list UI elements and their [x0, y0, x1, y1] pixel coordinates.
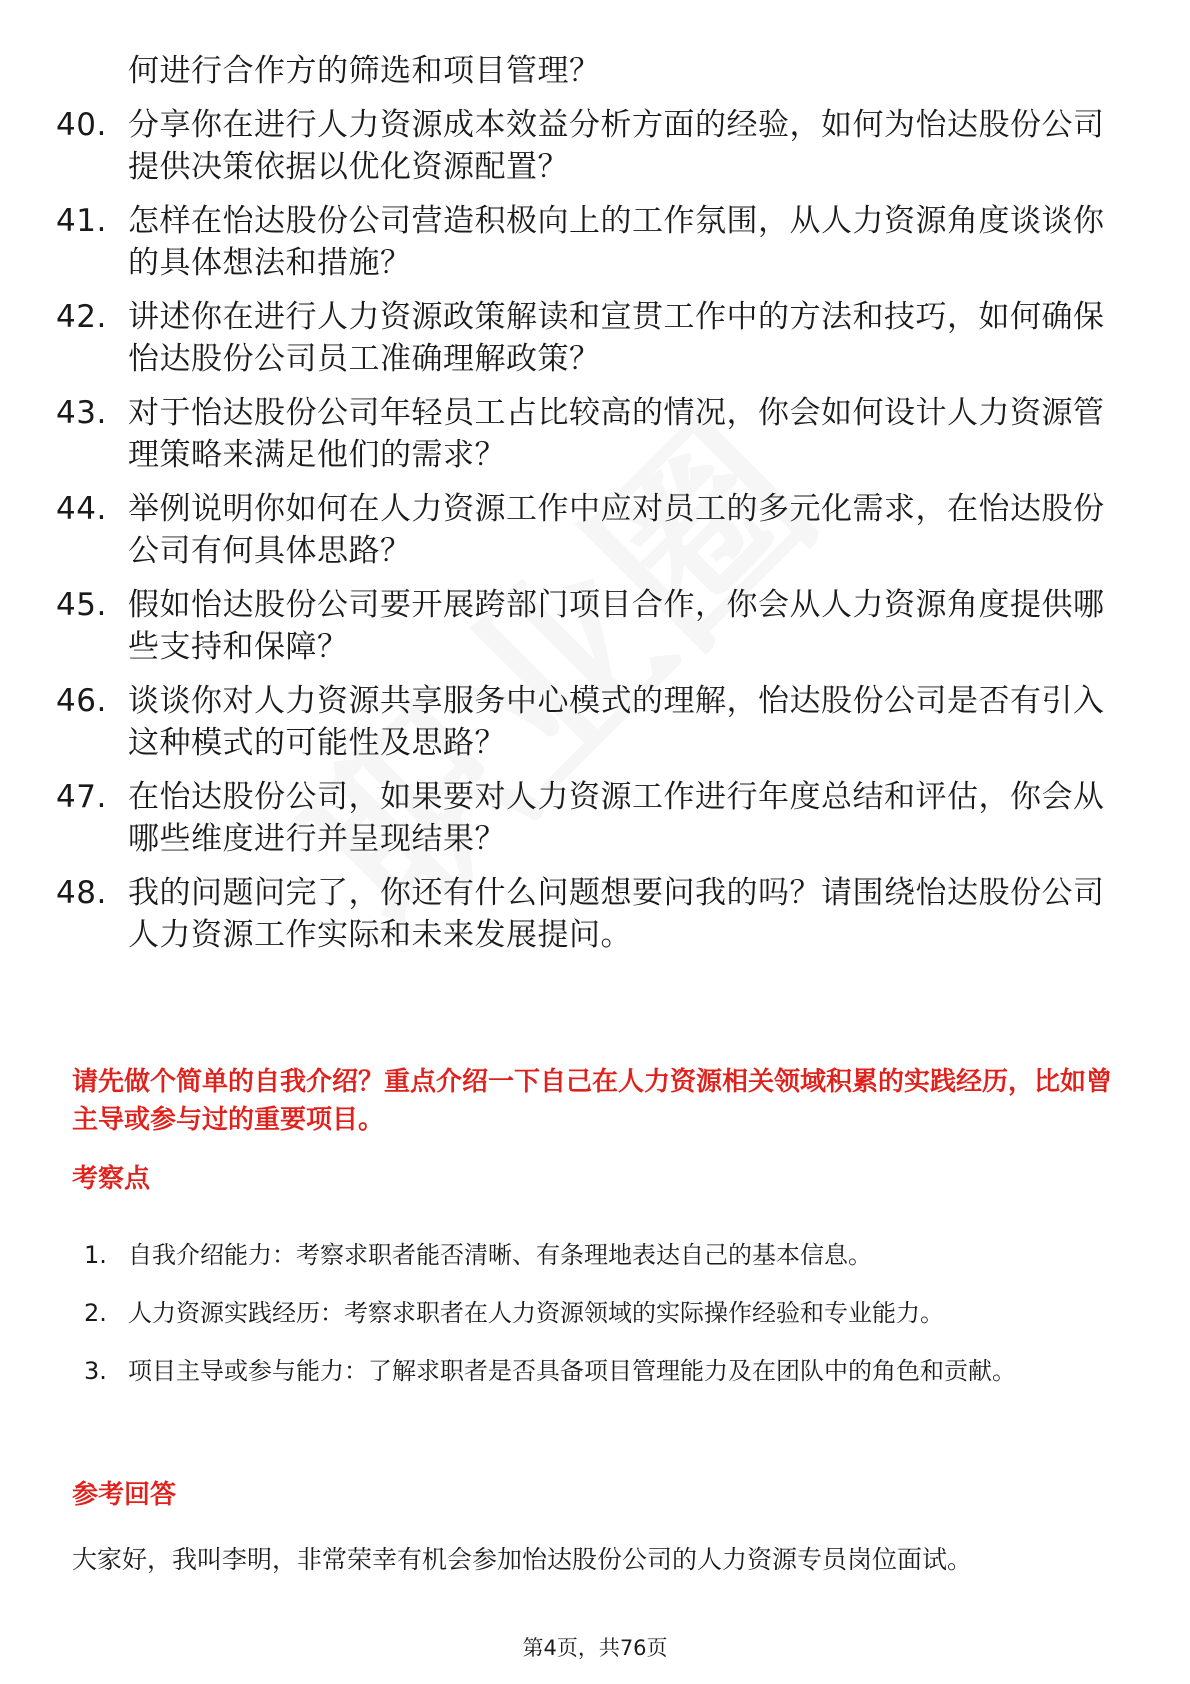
- question-item: [56, 392, 1116, 476]
- question-item: [56, 776, 1116, 860]
- question-item: [56, 488, 1116, 572]
- point-number: 3.: [84, 1357, 107, 1385]
- question-number: 48.: [56, 875, 107, 911]
- question-item: [56, 872, 1116, 956]
- question-continuation: 何进行合作方的筛选和项目管理？: [128, 53, 601, 89]
- point-number: 1.: [84, 1241, 107, 1269]
- question-number: 43.: [56, 395, 107, 431]
- question-text: 对于怡达股份公司年轻员工占比较高的情况，你会如何设计人力资源管理策略来满足他们的需求？: [128, 395, 1105, 473]
- question-number: 42.: [56, 299, 107, 335]
- question-number: 45.: [56, 587, 107, 623]
- question-text: 怎样在怡达股份公司营造积极向上的工作氛围，从人力资源角度谈谈你的具体想法和措施？: [128, 203, 1105, 281]
- question-text: 举例说明你如何在人力资源工作中应对员工的多元化需求，在怡达股份公司有何具体思路？: [128, 491, 1105, 569]
- question-item: [56, 200, 1116, 284]
- question-text: 谈谈你对人力资源共享服务中心模式的理解，怡达股份公司是否有引入这种模式的可能性及思路？: [128, 683, 1105, 761]
- question-item: [56, 584, 1116, 668]
- highlight-question: 请先做个简单的自我介绍？重点介绍一下自己在人力资源相关领域积累的实践经历，比如曾主导或参与过的重要项目。: [72, 1067, 1113, 1135]
- question-text: 我的问题问完了，你还有什么问题想要问我的吗？请围绕怡达股份公司人力资源工作实际和未来发展提问。: [128, 875, 1105, 953]
- point-text: 自我介绍能力：考察求职者能否清晰、有条理地表达自己的基本信息。: [128, 1241, 872, 1269]
- question-text: 在怡达股份公司，如果要对人力资源工作进行年度总结和评估，你会从哪些维度进行并呈现结果？: [128, 779, 1105, 857]
- point-item: [84, 1226, 1114, 1284]
- point-item: [84, 1284, 1114, 1342]
- question-item: [56, 296, 1116, 380]
- question-number: 40.: [56, 107, 107, 143]
- page-footer: 第4页，共76页: [522, 1636, 668, 1660]
- section-title-answer: 参考回答: [72, 1480, 177, 1510]
- question-text: 分享你在进行人力资源成本效益分析方面的经验，如何为怡达股份公司提供决策依据以优化资源配置？: [128, 107, 1105, 185]
- question-item: [56, 680, 1116, 764]
- question-number: 44.: [56, 491, 107, 527]
- point-text: 人力资源实践经历：考察求职者在人力资源领域的实际操作经验和专业能力。: [128, 1299, 944, 1327]
- question-text: 假如怡达股份公司要开展跨部门项目合作，你会从人力资源角度提供哪些支持和保障？: [128, 587, 1105, 665]
- question-number: 41.: [56, 203, 107, 239]
- section-title-points: 考察点: [72, 1164, 151, 1194]
- point-number: 2.: [84, 1299, 107, 1327]
- question-number: 47.: [56, 779, 107, 815]
- answer-text: 大家好，我叫李明，非常荣幸有机会参加怡达股份公司的人力资源专员岗位面试。: [72, 1545, 973, 1574]
- point-item: [84, 1342, 1114, 1400]
- point-text: 项目主导或参与能力：了解求职者是否具备项目管理能力及在团队中的角色和贡献。: [128, 1357, 1016, 1385]
- question-number: 46.: [56, 683, 107, 719]
- question-text: 讲述你在进行人力资源政策解读和宣贯工作中的方法和技巧，如何确保怡达股份公司员工准确理解政策？: [128, 299, 1105, 377]
- question-item: [56, 104, 1116, 188]
